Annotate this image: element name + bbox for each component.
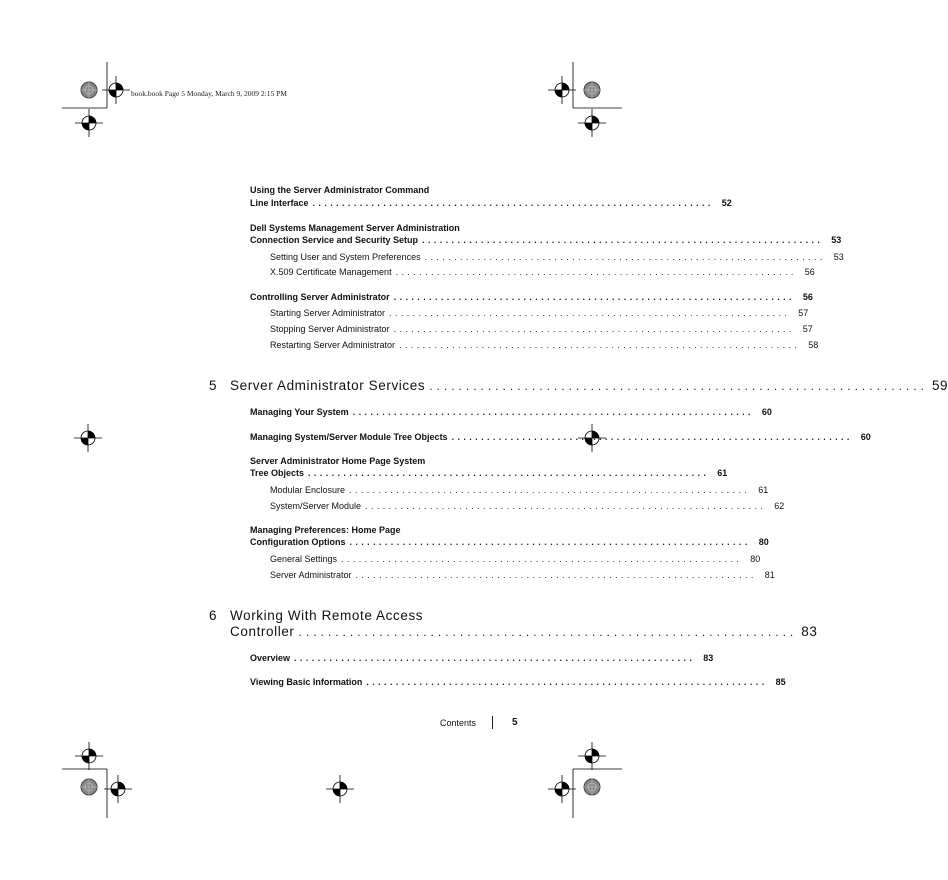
toc-entry-line1: Dell Systems Management Server Administration [250, 223, 460, 233]
chapter-number: 5 [209, 378, 217, 393]
print-header: book.book Page 5 Monday, March 9, 2009 2:15 PM [131, 89, 287, 98]
toc-entry-page: 56 [802, 292, 813, 302]
toc-entry-page: 61 [717, 468, 728, 478]
toc-entry-title: Managing Your System [250, 407, 349, 417]
toc-entry[interactable] [270, 569, 775, 581]
toc-entry-title: System/Server Module [270, 501, 362, 511]
toc-entry-line1: Using the Server Administrator Command [250, 185, 430, 195]
toc-entry-title: Controlling Server Administrator [250, 292, 390, 302]
toc-entry-title: Server Administrator Services [230, 378, 426, 393]
toc-entry[interactable] [250, 652, 714, 664]
toc-entry-page: 53 [833, 252, 844, 262]
footer-label: Contents [440, 718, 477, 728]
toc-entry-title: X.509 Certificate Management [270, 267, 392, 277]
dot-leader: .................................................................... [341, 554, 743, 564]
dot-leader: .................................................................... [294, 653, 696, 663]
toc-entry-page: 58 [808, 340, 819, 350]
toc-entry[interactable] [270, 251, 844, 263]
toc-entry[interactable] [250, 406, 772, 418]
toc-entry-title: Line Interface [250, 198, 309, 208]
dot-leader: .................................................................... [349, 485, 751, 495]
toc-entry-title: Controller [230, 624, 295, 639]
toc-entry-title: Starting Server Administrator [270, 308, 386, 318]
toc-entry-page: 60 [761, 407, 772, 417]
footer-page-number: 5 [512, 717, 518, 728]
toc-entry-title: Stopping Server Administrator [270, 324, 390, 334]
toc-entry-page: 61 [758, 485, 769, 495]
toc-entry-page: 83 [801, 624, 818, 639]
chapter-number: 6 [209, 608, 217, 623]
toc-entry-page: 59 [931, 378, 948, 393]
toc-entry-page: 52 [721, 198, 732, 208]
toc-entry[interactable] [250, 431, 871, 443]
toc-entry[interactable] [250, 467, 728, 479]
toc-entry[interactable] [250, 676, 786, 688]
toc-entry[interactable] [270, 266, 815, 278]
dot-leader: .................................................................... [352, 407, 754, 417]
toc-chapter-entry[interactable] [230, 378, 948, 394]
toc-entry-page: 81 [764, 570, 775, 580]
toc-entry[interactable] [270, 500, 785, 512]
dot-leader: .................................................................... [393, 292, 795, 302]
toc-entry-line1: Managing Preferences: Home Page [250, 525, 401, 535]
toc-entry-page: 80 [750, 554, 761, 564]
toc-entry-title: Tree Objects [250, 468, 305, 478]
toc-entry[interactable] [270, 339, 819, 351]
toc-entry-title: Viewing Basic Information [250, 677, 363, 687]
dot-leader: .................................................................... [399, 340, 801, 350]
dot-leader: .................................................................... [429, 379, 928, 393]
toc-entry-page: 62 [774, 501, 785, 511]
toc-chapter-entry[interactable] [230, 624, 818, 640]
dot-leader: .................................................................... [451, 432, 853, 442]
toc-entry-line1: Server Administrator Home Page System [250, 456, 426, 466]
dot-leader: .................................................................... [393, 324, 795, 334]
dot-leader: .................................................................... [365, 501, 767, 511]
dot-leader: .................................................................... [298, 625, 798, 639]
toc-entry-title: General Settings [270, 554, 338, 564]
toc-entry[interactable] [250, 234, 842, 246]
toc-entry-title: Managing System/Server Module Tree Objects [250, 432, 448, 442]
dot-leader: .................................................................... [308, 468, 710, 478]
toc-entry-title: Setting User and System Preferences [270, 252, 421, 262]
toc-entry-page: 83 [703, 653, 714, 663]
toc-entry-page: 57 [798, 308, 809, 318]
toc-entry[interactable] [250, 197, 732, 209]
dot-leader: .................................................................... [422, 235, 824, 245]
toc-entry-page: 56 [804, 267, 815, 277]
dot-leader: .................................................................... [395, 267, 797, 277]
toc-entry-title: Configuration Options [250, 537, 346, 547]
toc-entry[interactable] [270, 323, 813, 335]
toc-entry[interactable] [270, 484, 769, 496]
toc-entry[interactable] [270, 553, 761, 565]
toc-entry-title: Overview [250, 653, 291, 663]
toc-entry-page: 57 [802, 324, 813, 334]
toc-entry-title: Server Administrator [270, 570, 352, 580]
dot-leader: .................................................................... [424, 252, 826, 262]
toc-chapter-line1: Working With Remote Access [230, 608, 424, 623]
toc-entry[interactable] [250, 536, 769, 548]
dot-leader: .................................................................... [355, 570, 757, 580]
dot-leader: .................................................................... [349, 537, 751, 547]
footer-divider [492, 716, 493, 729]
toc-entry-page: 85 [775, 677, 786, 687]
toc-entry-title: Restarting Server Administrator [270, 340, 396, 350]
dot-leader: .................................................................... [366, 677, 768, 687]
toc-entry[interactable] [250, 291, 813, 303]
toc-entry-page: 80 [758, 537, 769, 547]
dot-leader: .................................................................... [312, 198, 714, 208]
toc-entry[interactable] [270, 307, 809, 319]
toc-entry-page: 53 [831, 235, 842, 245]
dot-leader: .................................................................... [389, 308, 791, 318]
toc-entry-title: Connection Service and Security Setup [250, 235, 419, 245]
toc-entry-title: Modular Enclosure [270, 485, 346, 495]
toc-entry-page: 60 [860, 432, 871, 442]
